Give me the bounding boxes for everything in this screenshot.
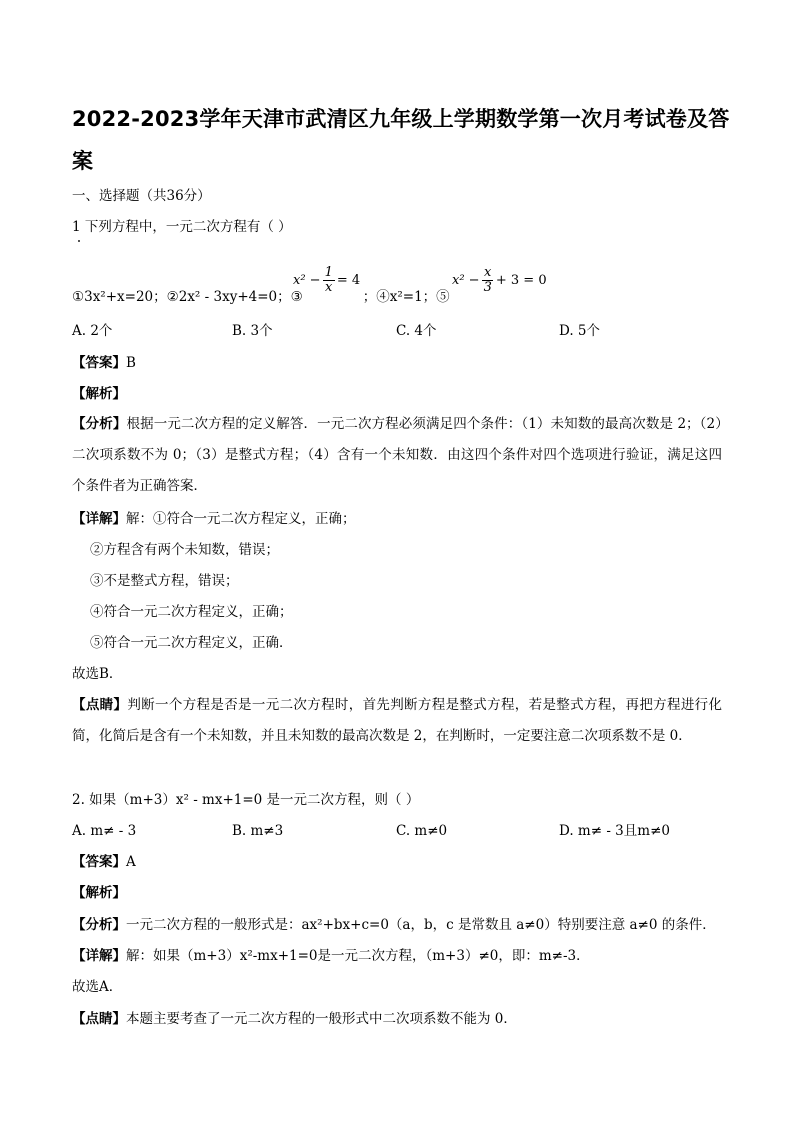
equation-3-fraction <box>323 266 335 295</box>
q1-dianjing-tag: 【点睛】 <box>72 697 128 713</box>
q2-dianjing <box>72 1010 517 1028</box>
equation-3-lead: x² − <box>293 273 321 288</box>
equation-5-numerator: x <box>484 265 492 280</box>
q1-xiangjie-text-1: 解：①符合一元二次方程定义，正确； <box>126 511 356 527</box>
q1-answer-value: B <box>126 355 136 371</box>
q2-fenxi <box>72 916 716 934</box>
q1-fenxi <box>72 409 722 502</box>
q1-dianjing-text: 判断一个方程是否是一元二次方程时，首先判断方程是整式方程，若是整式方程，再把方程进行化简，化简后是含有一个未知数，并且未知数的最高次数是 2，在判断时，一定要注意二次项系数不是 0． <box>72 697 723 744</box>
q2-option-b: B. m≠3 <box>232 823 284 839</box>
equations-1-2: ①3x²+x=20；②2x² - 3xy+4=0；③ <box>72 289 303 305</box>
q1-xiangjie-tag: 【详解】 <box>72 511 126 527</box>
q2-choose: 故选A． <box>72 979 123 995</box>
q2-option-d: D. m≠ - 3且m≠0 <box>559 823 670 839</box>
q1-dianjing <box>72 690 722 752</box>
equation-3-numerator: 1 <box>324 265 333 280</box>
q2-option-a: A. m≠ - 3 <box>72 823 137 839</box>
q1-choose: 故选B． <box>72 666 123 682</box>
equation-5-formula <box>452 266 547 295</box>
equation-5-fraction <box>482 266 494 295</box>
q1-xiangjie-line-5: ⑤符合一元二次方程定义，正确． <box>90 635 293 651</box>
q1-option-d: D. 5个 <box>559 323 601 339</box>
q2-fenxi-tag: 【分析】 <box>72 917 126 933</box>
q1-option-b: B. 3个 <box>232 323 273 339</box>
document-title: 2022-2023学年天津市武清区九年级上学期数学第一次月考试卷及答案 <box>72 107 730 173</box>
stray-mark <box>78 240 80 242</box>
equation-3-denominator: x <box>325 280 333 295</box>
equation-3-tail: = 4 <box>336 273 361 288</box>
q1-fenxi-tag: 【分析】 <box>72 416 127 432</box>
q2-dianjing-tag: 【点睛】 <box>72 1011 126 1027</box>
q2-analysis-tag: 【解析】 <box>72 885 126 901</box>
equation-3-formula <box>293 266 360 295</box>
question-2-stem: 2. 如果（m+3）x² - mx+1=0 是一元二次方程，则（ ） <box>72 792 420 808</box>
q1-option-a: A. 2个 <box>72 323 113 339</box>
q2-xiangjie-tag: 【详解】 <box>72 948 126 964</box>
q1-xiangjie-line-1 <box>72 510 356 528</box>
q1-option-c: C. 4个 <box>396 323 437 339</box>
q2-fenxi-text: 一元二次方程的一般形式是：ax²+bx+c=0（a，b，c 是常数且 a≠0）特别要注意 a≠0 的条件． <box>126 917 716 933</box>
equation-5-lead: x² − <box>452 273 480 288</box>
equation-4: ；④x²=1；⑤ <box>362 289 450 305</box>
q1-xiangjie-line-4: ④符合一元二次方程定义，正确； <box>90 604 293 620</box>
q2-xiangjie-text: 解：如果（m+3）x²-mx+1=0是一元二次方程，（m+3）≠0，即：m≠-3． <box>126 948 590 964</box>
question-1-equations <box>72 288 450 306</box>
q2-xiangjie <box>72 947 590 965</box>
q1-xiangjie-line-2: ②方程含有两个未知数，错误； <box>90 542 279 558</box>
equation-5-denominator: 3 <box>483 280 492 295</box>
q2-dianjing-text: 本题主要考查了一元二次方程的一般形式中二次项系数不能为 0． <box>126 1011 517 1027</box>
q1-xiangjie-line-3: ③不是整式方程，错误； <box>90 573 239 589</box>
q1-fenxi-text: 根据一元二次方程的定义解答．一元二次方程必须满足四个条件：（1）未知数的最高次数是 2；（2）二次项系数不为 0；（3）是整式方程；（4）含有一个未知数．由这四个条件对四个选项进行验证，满足这四个条件者为正确答案． <box>72 416 722 494</box>
question-1-stem: 1 下列方程中，一元二次方程有（ ） <box>72 219 292 235</box>
q1-answer <box>72 354 136 372</box>
q1-analysis-tag: 【解析】 <box>72 386 126 402</box>
equation-5-tail: + 3 = 0 <box>495 273 547 288</box>
section-heading: 一、选择题（共36分） <box>72 188 211 204</box>
q1-answer-tag: 【答案】 <box>72 355 126 371</box>
q2-answer-value: A <box>126 854 136 870</box>
q2-option-c: C. m≠0 <box>396 823 448 839</box>
q2-answer <box>72 853 136 871</box>
q2-answer-tag: 【答案】 <box>72 854 126 870</box>
